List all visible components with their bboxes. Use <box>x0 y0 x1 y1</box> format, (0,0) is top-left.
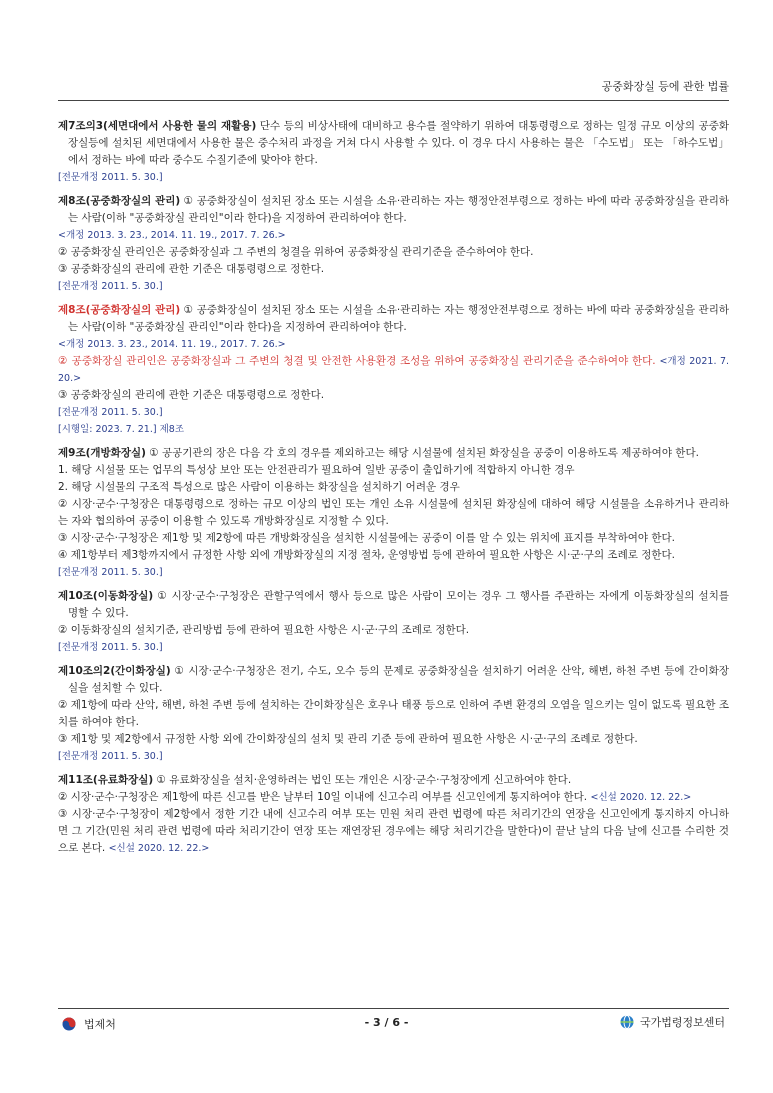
paragraph: ③ 시장·군수·구청장은 제1항 및 제2항에 따른 개방화장실을 설치한 시설물에는 공중이 이를 알 수 있는 위치에 표지를 부착하여야 한다. <box>58 532 675 544</box>
paragraph: ③ 공중화장실의 관리에 관한 기준은 대통령령으로 정한다. <box>58 389 325 401</box>
article-7-3 <box>58 118 729 186</box>
page-header-title: 공중화장실 등에 관한 법률 <box>601 80 729 93</box>
article-title: 제8조(공중화장실의 관리) <box>58 304 181 316</box>
header-divider <box>58 100 729 101</box>
amendment-note: <개정 2013. 3. 23., 2014. 11. 19., 2017. 7. 26.> <box>58 230 286 241</box>
footer-source: 국가법령정보센터 <box>639 1016 725 1029</box>
article-title: 제7조의3(세면대에서 사용한 물의 재활용) <box>58 120 257 132</box>
paragraph: ① 시장·군수·구청장은 관할구역에서 행사 등으로 많은 사람이 모이는 경우 그 행사를 주관하는 자에게 이동화장실의 설치를 명할 수 있다. <box>68 590 729 619</box>
paragraph-amended: ② 공중화장실 관리인은 공중화장실과 그 주변의 청결 및 안전한 사용환경 조성을 위하여 공중화장실 관리기준을 준수하여야 한다. <box>58 355 656 367</box>
revision-tag: [전문개정 2011. 5. 30.] <box>58 751 163 762</box>
paragraph: ④ 제1항부터 제3항까지에서 규정한 사항 외에 개방화장실의 지정 절차, 운영방법 등에 관하여 필요한 사항은 시·군·구의 조례로 정한다. <box>58 549 675 561</box>
paragraph: ② 시장·군수·구청장은 제1항에 따른 신고를 받은 날부터 10일 이내에 신고수리 여부를 신고인에게 통지하여야 한다. <box>58 791 588 803</box>
article-9 <box>58 445 729 581</box>
article-11 <box>58 772 729 857</box>
amendment-note: <신설 2020. 12. 22.> <box>590 792 692 803</box>
paragraph: ③ 시장·군수·구청장이 제2항에서 정한 기간 내에 신고수리 여부 또는 민원 처리 관련 법령에 따른 처리기간의 연장을 신고인에게 통지하지 아니하면 그 기간(민원 처리 관련 법령에 따라 처리기간이 연장 또는 재연장된 경우에는 해당 처리기간을 말한다)이 끝난 날의 다음 날에 신고를 수리한 것으로 본다. <box>58 808 729 854</box>
paragraph: ① 유료화장실을 설치·운영하려는 법인 또는 개인은 시장·군수·구청장에게 신고하여야 한다. <box>153 774 572 786</box>
paragraph: ② 이동화장실의 설치기준, 관리방법 등에 관하여 필요한 사항은 시·군·구의 조례로 정한다. <box>58 624 470 636</box>
paragraph: ① 공공기관의 장은 다음 각 호의 경우를 제외하고는 해당 시설물에 설치된 화장실을 공중이 이용하도록 제공하여야 한다. <box>145 447 699 459</box>
paragraph: ① 시장·군수·구청장은 전기, 수도, 오수 등의 문제로 공중화장실을 설치하기 어려운 산악, 해변, 하천 주변 등에 간이화장실을 설치할 수 있다. <box>68 665 729 694</box>
revision-tag: [전문개정 2011. 5. 30.] <box>58 642 163 653</box>
revision-tag: [전문개정 2011. 5. 30.] <box>58 567 163 578</box>
footer-publisher: 법제처 <box>84 1018 116 1031</box>
article-10 <box>58 588 729 656</box>
article-8-new <box>58 302 729 438</box>
paragraph: ③ 공중화장실의 관리에 관한 기준은 대통령령으로 정한다. <box>58 263 325 275</box>
revision-tag: [전문개정 2011. 5. 30.] <box>58 407 163 418</box>
amendment-note: <개정 2013. 3. 23., 2014. 11. 19., 2017. 7. 26.> <box>58 339 286 350</box>
page-number: - 3 / 6 - <box>364 1016 409 1029</box>
revision-tag: [전문개정 2011. 5. 30.] <box>58 281 163 292</box>
revision-tag: [전문개정 2011. 5. 30.] <box>58 172 163 183</box>
article-title: 제11조(유료화장실) <box>58 774 154 786</box>
document-body <box>58 118 729 864</box>
paragraph: ② 시장·군수·구청장은 대통령령으로 정하는 규모 이상의 법인 또는 개인 소유 시설물에 설치된 화장실에 대하여 해당 시설물을 소유하거나 관리하는 자와 협의하여 공중이 이용할 수 있도록 개방화장실로 지정할 수 있다. <box>58 498 729 527</box>
article-title: 제10조의2(간이화장실) <box>58 665 171 677</box>
footer-divider <box>58 1008 729 1009</box>
article-10-2 <box>58 663 729 765</box>
paragraph: ② 공중화장실 관리인은 공중화장실과 그 주변의 청결을 위하여 공중화장실 관리기준을 준수하여야 한다. <box>58 246 534 258</box>
article-8-old <box>58 193 729 295</box>
globe-logo-icon <box>620 1015 634 1029</box>
amendment-note: <신설 2020. 12. 22.> <box>108 843 210 854</box>
paragraph: ③ 제1항 및 제2항에서 규정한 사항 외에 간이화장실의 설치 및 관리 기준 등에 관하여 필요한 사항은 시·군·구의 조례로 정한다. <box>58 733 638 745</box>
article-title: 제9조(개방화장실) <box>58 447 146 459</box>
paragraph: 단수 등의 비상사태에 대비하고 용수를 절약하기 위하여 대통령령으로 정하는 일정 규모 이상의 공중화장실등에 설치된 세면대에서 사용한 물은 중수처리 과정을 거쳐 다시 사용할 수 있다. 이 경우 다시 사용하는 물은 「수도법」 또는 「하수도법」에서 정하는 바에 따라 중수도 수질기준에 맞아야 한다. <box>68 120 729 166</box>
paragraph: ① 공중화장실이 설치된 장소 또는 시설을 소유·관리하는 자는 행정안전부령으로 정하는 바에 따라 공중화장실을 관리하는 사람(이하 "공중화장실 관리인"이라 한다)을 지정하여 관리하여야 한다. <box>68 195 729 224</box>
paragraph: ② 제1항에 따라 산악, 해변, 하천 주변 등에 설치하는 간이화장실은 호우나 태풍 등으로 인하여 주변 환경의 오염을 일으키는 일이 없도록 필요한 조치를 하여야 한다. <box>58 699 730 728</box>
list-item: 2. 해당 시설물의 구조적 특성으로 많은 사람이 이용하는 화장실을 설치하기 어려운 경우 <box>58 481 460 493</box>
article-title: 제10조(이동화장실) <box>58 590 154 602</box>
footer-right <box>620 1014 725 1030</box>
list-item: 1. 해당 시설물 또는 업무의 특성상 보안 또는 안전관리가 필요하여 일반 공중이 출입하기에 적합하지 아니한 경우 <box>58 464 575 476</box>
article-title: 제8조(공중화장실의 관리) <box>58 195 181 207</box>
paragraph: ① 공중화장실이 설치된 장소 또는 시설을 소유·관리하는 자는 행정안전부령으로 정하는 바에 따라 공중화장실을 관리하는 사람(이하 "공중화장실 관리인"이라 한다)을 지정하여 관리하여야 한다. <box>68 304 729 333</box>
amendment-note: <개정 2021. 7. 20.> <box>58 356 730 384</box>
effective-date-tag: [시행일: 2023. 7. 21.] 제8조 <box>58 424 184 435</box>
